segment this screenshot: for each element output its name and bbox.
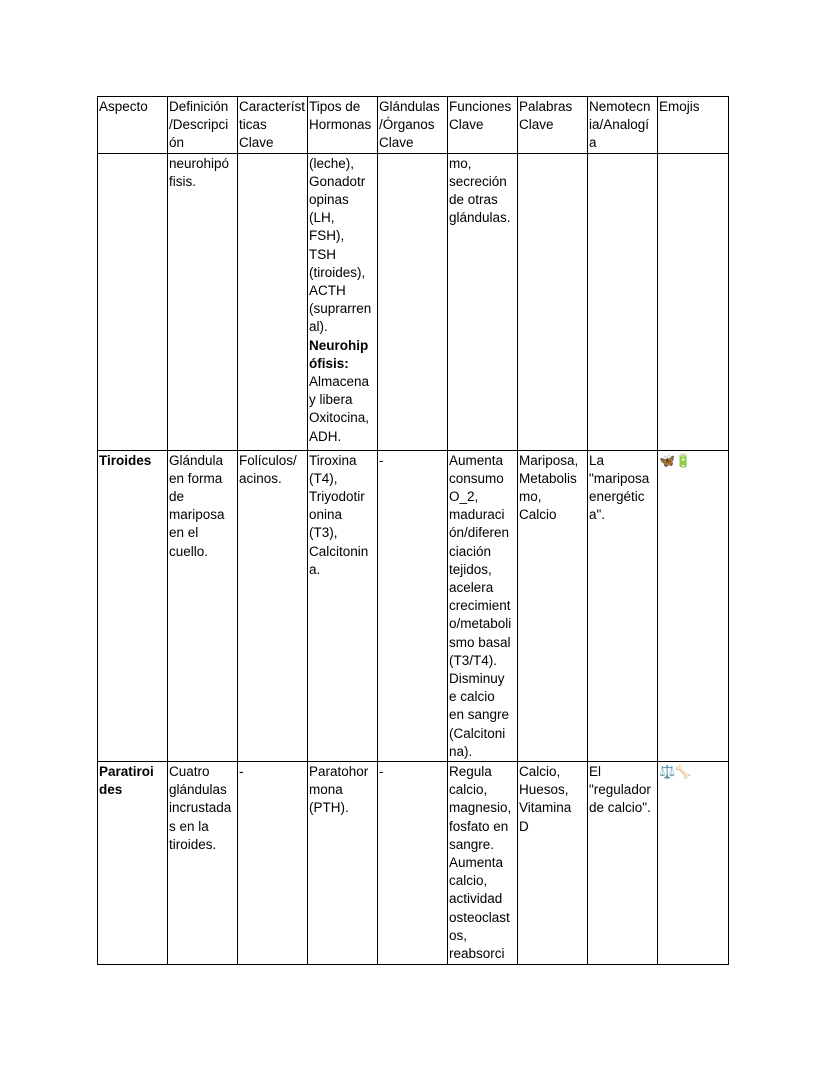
cell-text-line: acelera (449, 580, 494, 596)
cell-mnemonic (588, 762, 658, 965)
cell-text-line: (T4), (309, 470, 338, 486)
cell-text-line: Regula (449, 764, 492, 780)
cell-text-line: La (589, 452, 605, 468)
cell-text-line: "regulador (589, 782, 651, 798)
table-row (98, 153, 729, 450)
cell-text-line: Paratohor (309, 764, 369, 780)
cell-text-line: al). (309, 319, 328, 335)
cell-text-line: maduraci (449, 507, 505, 523)
cell-text-line: Metabolis (519, 470, 577, 486)
cell-text-line: Tipos de (309, 99, 361, 114)
cell-text-line: ón (169, 135, 185, 151)
cell-text-line: glándulas (169, 782, 227, 798)
cell-text-line: Mariposa, (519, 452, 579, 468)
cell-text-line: secreción (449, 173, 507, 189)
cell-text-line: Clave (239, 135, 274, 151)
cell-text-line: en forma (169, 470, 223, 486)
header-glandulas (378, 97, 448, 154)
cell-text-line: a". (589, 507, 606, 523)
cell-text-line: de (169, 489, 185, 505)
cell-text-line: Tiroides (99, 452, 152, 468)
cell-text-line: (PTH). (309, 800, 349, 816)
cell-text-line: Clave (519, 117, 554, 133)
cell-text-line: en sangre (449, 707, 510, 723)
cell-text-line: Almacena (309, 374, 370, 390)
cell-text-line: mona (309, 782, 343, 798)
cell-text-line: Aumenta (449, 452, 504, 468)
cell-text-line: "mariposa (589, 470, 650, 486)
cell-text-line: consumo (449, 470, 504, 486)
cell-text-line: Aspecto (99, 99, 148, 114)
cell-characteristics (238, 153, 308, 450)
cell-text-line: Calcitonin (309, 543, 369, 559)
cell-text-line: fosfato en (449, 818, 509, 834)
cell-text-line: Vitamina (519, 800, 572, 816)
cell-text-line: Definición (169, 99, 229, 114)
cell-text-line: ciación (449, 543, 492, 559)
header-caracteristicas (238, 97, 308, 154)
header-tipos-hormonas (308, 97, 378, 154)
cell-text-line: Palabras (519, 99, 573, 114)
cell-definition (168, 450, 238, 761)
cell-text-line: /Órganos (379, 117, 435, 133)
cell-text-line: (leche), (309, 155, 355, 171)
cell-text-line: Folículos/ (239, 452, 297, 468)
cell-text-line: (Calcitoni (449, 725, 506, 741)
cell-text-line: calcio, (449, 873, 488, 889)
cell-text-line: actividad (449, 891, 503, 907)
cell-text-line: crecimient (449, 598, 511, 614)
cell-text-line: Característ (239, 99, 306, 114)
cell-text-line: y libera (309, 392, 353, 408)
header-emojis (658, 97, 729, 154)
cell-text-line: tejidos, (449, 561, 492, 577)
cell-text-line: neurohipó (169, 155, 230, 171)
cell-text-line: Emojis (659, 99, 700, 114)
cell-definition (168, 153, 238, 450)
cell-hormones (308, 450, 378, 761)
cell-text-line: Tiroxina (309, 452, 357, 468)
header-definicion (168, 97, 238, 154)
cell-text-line: ACTH (309, 283, 346, 299)
glands-table (97, 96, 729, 965)
cell-text-line: de calcio". (589, 800, 651, 816)
cell-text-line: sangre. (449, 836, 495, 852)
cell-characteristics (238, 762, 308, 965)
cell-text-line: incrustada (169, 800, 232, 816)
cell-text-line: smo basal (449, 634, 511, 650)
cell-text-line: Hormonas (309, 117, 372, 133)
cell-characteristics (238, 450, 308, 761)
header-aspecto (98, 97, 168, 154)
cell-text-line: (LH, (309, 210, 335, 226)
cell-text-line: a. (309, 561, 321, 577)
cell-text-line: Neurohip (309, 337, 369, 353)
cell-text-line: ADH. (309, 428, 342, 444)
cell-text-line: Glándula (169, 452, 224, 468)
cell-text-line: El (589, 764, 602, 780)
cell-functions (448, 450, 518, 761)
cell-text-line: Disminuy (449, 671, 505, 687)
cell-text-line: mo, (519, 489, 542, 505)
cell-text-line: de otras (449, 192, 498, 208)
cell-text-line: /Descripci (169, 117, 229, 133)
table-row (98, 762, 729, 965)
cell-emojis (658, 762, 729, 965)
cell-text-line: ia/Analogí (589, 117, 650, 133)
cell-text-line: Huesos, (519, 782, 569, 798)
cell-text-line: FSH), (309, 228, 345, 244)
cell-aspect (98, 153, 168, 450)
cell-text-line: Calcio (519, 507, 557, 523)
cell-text-line: TSH (309, 246, 336, 262)
cell-hormones (308, 762, 378, 965)
cell-text-line: glándulas. (449, 210, 511, 226)
cell-text-line: - (379, 764, 384, 780)
cell-text-line: o/metaboli (449, 616, 512, 632)
cell-text-line: - (379, 452, 384, 468)
cell-functions (448, 762, 518, 965)
emoji-icons: ⚖️🦴 (659, 765, 692, 781)
cell-definition (168, 762, 238, 965)
cell-aspect (98, 762, 168, 965)
cell-emojis (658, 450, 729, 761)
cell-mnemonic (588, 450, 658, 761)
cell-text-line: Calcio, (519, 764, 561, 780)
cell-text-line: (T3/T4). (449, 652, 498, 668)
cell-text-line: cuello. (169, 543, 209, 559)
cell-hormones (308, 153, 378, 450)
emoji-icons: 🦋🔋 (659, 453, 692, 469)
cell-text-line: calcio, (449, 782, 488, 798)
cell-text-line: onina (309, 507, 343, 523)
cell-text-line: ófisis: (309, 355, 349, 371)
cell-text-line: magnesio, (449, 800, 512, 816)
cell-keywords (518, 153, 588, 450)
cell-text-line: D (519, 818, 529, 834)
cell-text-line: e calcio (449, 689, 495, 705)
cell-text-line: Glándulas (379, 99, 440, 114)
cell-text-line: Clave (379, 135, 414, 151)
cell-keywords (518, 762, 588, 965)
cell-text-line: osteoclast (449, 909, 510, 925)
cell-text-line: ticas (239, 117, 267, 133)
cell-keywords (518, 450, 588, 761)
cell-text-line: des (99, 782, 123, 798)
cell-text-line: na). (449, 743, 473, 759)
cell-text-line: ón/diferen (449, 525, 510, 541)
cell-text-line: Paratiroi (99, 764, 154, 780)
cell-text-line: (tiroides), (309, 264, 366, 280)
cell-emojis (658, 153, 729, 450)
cell-text-line: mariposa (169, 507, 225, 523)
cell-text-line: (T3), (309, 525, 338, 541)
table-row (98, 450, 729, 761)
cell-text-line: Triyodotir (309, 489, 365, 505)
cell-text-line: mo, (449, 155, 472, 171)
cell-text-line: Aumenta (449, 855, 504, 871)
header-palabras-clave (518, 97, 588, 154)
cell-text-line: Oxitocina, (309, 410, 370, 426)
header-funciones (448, 97, 518, 154)
cell-glands (378, 450, 448, 761)
cell-text-line: (suprarren (309, 301, 372, 317)
cell-functions (448, 153, 518, 450)
cell-text-line: s en la (169, 818, 209, 834)
header-row (98, 97, 729, 154)
cell-text-line: opinas (309, 192, 349, 208)
cell-text-line: Gonadotr (309, 173, 366, 189)
cell-text-line: a (589, 135, 597, 151)
cell-text-line: Nemotecn (589, 99, 651, 114)
cell-text-line: Clave (449, 117, 484, 133)
cell-mnemonic (588, 153, 658, 450)
cell-text-line: O_2, (449, 489, 479, 505)
cell-text-line: acinos. (239, 470, 282, 486)
cell-text-line: tiroides. (169, 836, 217, 852)
cell-text-line: - (239, 764, 244, 780)
cell-text-line: os, (449, 927, 468, 943)
cell-glands (378, 762, 448, 965)
cell-text-line: en el (169, 525, 199, 541)
cell-text-line: Cuatro (169, 764, 210, 780)
cell-aspect (98, 450, 168, 761)
cell-text-line: energétic (589, 489, 645, 505)
header-nemotecnia (588, 97, 658, 154)
cell-glands (378, 153, 448, 450)
cell-text-line: reabsorci (449, 946, 505, 962)
cell-text-line: Funciones (449, 99, 512, 114)
cell-text-line: fisis. (169, 173, 196, 189)
